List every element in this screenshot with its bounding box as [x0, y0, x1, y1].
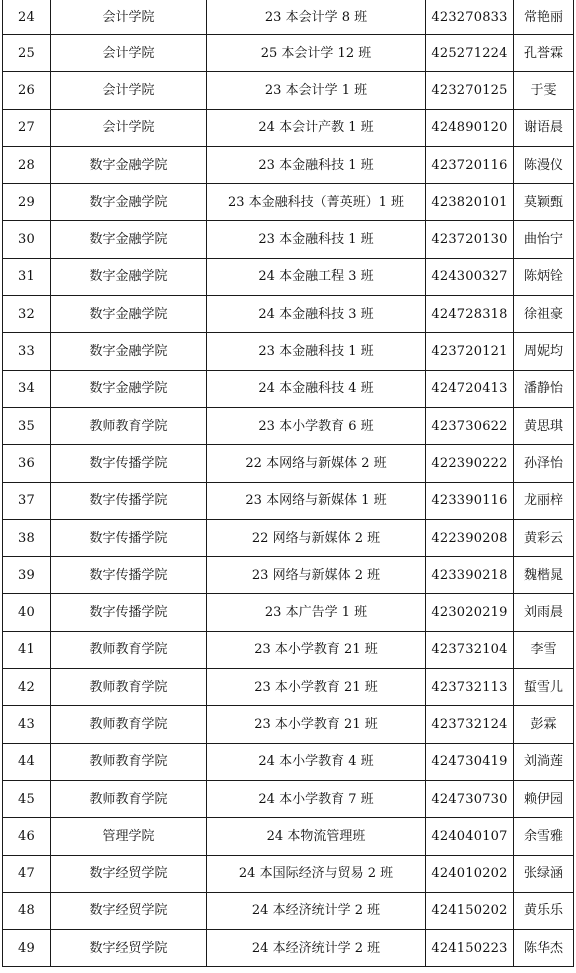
- row-number: 38: [18, 530, 35, 546]
- college-cell: [51, 594, 207, 631]
- student-name: 魏楷晁: [523, 567, 563, 583]
- student-name-cell: [514, 780, 574, 817]
- class-name: 22 网络与新媒体 2 班: [251, 530, 381, 546]
- student-id-cell: [426, 445, 514, 482]
- student-name-cell: [514, 333, 574, 370]
- college-name: 数字金融学院: [89, 157, 168, 173]
- table-row: [3, 743, 574, 780]
- student-id: 423390116: [431, 493, 508, 509]
- class-name: 22 本网络与新媒体 2 班: [245, 455, 387, 471]
- college-name: 数字经贸学院: [89, 903, 168, 919]
- row-number: 25: [18, 45, 35, 61]
- table-row: [3, 184, 574, 221]
- table-row: [3, 445, 574, 482]
- student-id-cell: [426, 333, 514, 370]
- college-cell: [51, 780, 207, 817]
- student-name-cell: [514, 631, 574, 668]
- class-name: 23 本金融科技 1 班: [258, 157, 374, 173]
- class-name: 24 本会计产教 1 班: [258, 120, 374, 136]
- row-number: 35: [18, 418, 35, 434]
- college-name: 数字传播学院: [89, 493, 168, 509]
- student-name: 张绿涵: [523, 866, 563, 882]
- student-id-cell: [426, 780, 514, 817]
- student-id: 423732104: [431, 642, 508, 658]
- student-id-cell: [426, 519, 514, 556]
- student-id-cell: [426, 258, 514, 295]
- row-number-cell: [3, 594, 51, 631]
- student-name: 常艳丽: [523, 9, 563, 25]
- college-name: 数字传播学院: [89, 455, 168, 471]
- table-row: [3, 930, 574, 967]
- class-name: 24 本国际经济与贸易 2 班: [238, 866, 394, 882]
- college-cell: [51, 407, 207, 444]
- college-cell: [51, 333, 207, 370]
- table-row: [3, 631, 574, 668]
- student-name-cell: [514, 296, 574, 333]
- class-name: 24 本金融工程 3 班: [258, 269, 374, 285]
- student-id: 423020219: [431, 605, 508, 621]
- row-number-cell: [3, 221, 51, 258]
- college-name: 教师教育学院: [89, 642, 168, 658]
- student-name: 黄思琪: [523, 418, 563, 434]
- class-cell: [207, 258, 426, 295]
- student-id-cell: [426, 631, 514, 668]
- table-row: [3, 109, 574, 146]
- class-name: 23 本广告学 1 班: [264, 605, 368, 621]
- row-number-cell: [3, 370, 51, 407]
- table-row: [3, 146, 574, 183]
- class-name: 23 本金融科技 1 班: [258, 232, 374, 248]
- student-name: 陈华杰: [523, 940, 563, 956]
- college-name: 会计学院: [102, 45, 155, 61]
- row-number: 27: [18, 120, 35, 136]
- student-name: 谢语晨: [523, 120, 563, 136]
- college-name: 数字金融学院: [89, 381, 168, 397]
- row-number: 43: [18, 716, 35, 732]
- class-name: 23 本会计学 8 班: [264, 9, 368, 25]
- student-name: 于雯: [530, 82, 557, 98]
- student-name-cell: [514, 258, 574, 295]
- student-name-cell: [514, 855, 574, 892]
- student-id-cell: [426, 482, 514, 519]
- row-number: 46: [18, 828, 35, 844]
- college-cell: [51, 631, 207, 668]
- row-number: 39: [18, 567, 35, 583]
- student-id: 423732113: [431, 679, 508, 695]
- row-number: 33: [18, 344, 35, 360]
- student-name: 刘淌莲: [523, 754, 563, 770]
- college-cell: [51, 743, 207, 780]
- row-number-cell: [3, 35, 51, 72]
- student-id-cell: [426, 296, 514, 333]
- student-id: 423270125: [431, 82, 508, 98]
- class-name: 24 本物流管理班: [266, 828, 366, 844]
- class-cell: [207, 333, 426, 370]
- student-name: 赖伊园: [523, 791, 563, 807]
- student-id: 424890120: [431, 120, 508, 136]
- college-cell: [51, 557, 207, 594]
- student-id: 424730730: [431, 791, 508, 807]
- row-number: 44: [18, 754, 35, 770]
- student-id-cell: [426, 146, 514, 183]
- class-cell: [207, 221, 426, 258]
- class-cell: [207, 482, 426, 519]
- student-id-cell: [426, 72, 514, 109]
- table-row: [3, 482, 574, 519]
- class-cell: [207, 445, 426, 482]
- class-cell: [207, 35, 426, 72]
- row-number-cell: [3, 296, 51, 333]
- table-row: [3, 855, 574, 892]
- student-id: 424150223: [431, 940, 508, 956]
- table-row: [3, 519, 574, 556]
- row-number: 26: [18, 82, 35, 98]
- college-cell: [51, 855, 207, 892]
- row-number-cell: [3, 818, 51, 855]
- student-name: 彭霖: [530, 716, 557, 732]
- student-id: 423720121: [431, 344, 508, 360]
- class-name: 24 本经济统计学 2 班: [251, 940, 381, 956]
- class-name: 23 本小学教育 6 班: [258, 418, 374, 434]
- table-row: [3, 669, 574, 706]
- student-name-cell: [514, 370, 574, 407]
- student-name: 李雪: [530, 642, 557, 658]
- college-cell: [51, 0, 207, 35]
- college-cell: [51, 818, 207, 855]
- class-cell: [207, 631, 426, 668]
- student-id: 424010202: [431, 866, 508, 882]
- table-row: [3, 407, 574, 444]
- student-name-cell: [514, 109, 574, 146]
- class-cell: [207, 818, 426, 855]
- table-row: [3, 706, 574, 743]
- student-name: 蜇雪儿: [523, 679, 563, 695]
- row-number-cell: [3, 669, 51, 706]
- college-cell: [51, 184, 207, 221]
- student-id: 423730622: [431, 418, 508, 434]
- table-row: [3, 557, 574, 594]
- row-number-cell: [3, 743, 51, 780]
- student-name: 黄彩云: [523, 530, 563, 546]
- row-number-cell: [3, 892, 51, 929]
- student-name: 陈漫仪: [523, 157, 563, 173]
- student-name: 余雪雅: [523, 828, 563, 844]
- row-number-cell: [3, 146, 51, 183]
- row-number-cell: [3, 184, 51, 221]
- class-cell: [207, 109, 426, 146]
- row-number-cell: [3, 631, 51, 668]
- student-id: 424720413: [431, 381, 508, 397]
- college-cell: [51, 221, 207, 258]
- student-id-cell: [426, 109, 514, 146]
- class-cell: [207, 743, 426, 780]
- class-cell: [207, 557, 426, 594]
- row-number-cell: [3, 109, 51, 146]
- student-name: 潘静怡: [523, 381, 563, 397]
- college-cell: [51, 482, 207, 519]
- table-row: [3, 370, 574, 407]
- row-number: 41: [18, 642, 35, 658]
- row-number: 49: [18, 940, 35, 956]
- row-number-cell: [3, 333, 51, 370]
- college-cell: [51, 930, 207, 967]
- row-number-cell: [3, 0, 51, 35]
- student-name-cell: [514, 407, 574, 444]
- student-name-cell: [514, 482, 574, 519]
- class-name: 23 本小学教育 21 班: [254, 679, 378, 695]
- student-name-cell: [514, 594, 574, 631]
- row-number: 45: [18, 791, 35, 807]
- student-id: 423820101: [431, 194, 508, 210]
- row-number: 36: [18, 455, 35, 471]
- student-id: 425271224: [431, 45, 508, 61]
- table-row: [3, 35, 574, 72]
- student-id: 424300327: [431, 269, 508, 285]
- row-number-cell: [3, 258, 51, 295]
- student-name-cell: [514, 519, 574, 556]
- college-name: 数字金融学院: [89, 306, 168, 322]
- student-name: 徐祖豪: [523, 306, 563, 322]
- row-number: 34: [18, 381, 35, 397]
- row-number: 32: [18, 306, 35, 322]
- row-number: 47: [18, 866, 35, 882]
- student-name-cell: [514, 743, 574, 780]
- student-name: 刘雨晨: [523, 605, 563, 621]
- student-name-cell: [514, 0, 574, 35]
- student-id-cell: [426, 930, 514, 967]
- table-row: [3, 594, 574, 631]
- college-cell: [51, 72, 207, 109]
- college-name: 数字金融学院: [89, 232, 168, 248]
- class-cell: [207, 892, 426, 929]
- student-id: 424730419: [431, 754, 508, 770]
- student-id-cell: [426, 594, 514, 631]
- college-cell: [51, 669, 207, 706]
- student-id: 423720116: [431, 157, 508, 173]
- roster-table-body: [3, 0, 574, 967]
- college-cell: [51, 35, 207, 72]
- college-name: 数字金融学院: [89, 269, 168, 285]
- student-name-cell: [514, 35, 574, 72]
- table-row: [3, 72, 574, 109]
- college-name: 数字经贸学院: [89, 940, 168, 956]
- student-id-cell: [426, 0, 514, 35]
- student-name: 黄乐乐: [523, 903, 563, 919]
- class-cell: [207, 780, 426, 817]
- row-number: 30: [18, 232, 35, 248]
- class-cell: [207, 370, 426, 407]
- college-name: 会计学院: [102, 120, 155, 136]
- class-cell: [207, 72, 426, 109]
- student-id: 423390218: [431, 567, 508, 583]
- student-name-cell: [514, 706, 574, 743]
- row-number: 24: [18, 9, 35, 25]
- college-cell: [51, 146, 207, 183]
- college-name: 数字传播学院: [89, 605, 168, 621]
- student-name-cell: [514, 184, 574, 221]
- student-name: 曲怡宁: [523, 232, 563, 248]
- row-number-cell: [3, 557, 51, 594]
- class-cell: [207, 930, 426, 967]
- class-name: 23 本小学教育 21 班: [254, 716, 378, 732]
- college-name: 教师教育学院: [89, 754, 168, 770]
- table-row: [3, 818, 574, 855]
- college-cell: [51, 706, 207, 743]
- class-name: 24 本小学教育 7 班: [258, 791, 374, 807]
- student-name-cell: [514, 818, 574, 855]
- student-name-cell: [514, 445, 574, 482]
- row-number-cell: [3, 72, 51, 109]
- student-id: 424040107: [431, 828, 508, 844]
- class-cell: [207, 706, 426, 743]
- row-number: 31: [18, 269, 35, 285]
- table-row: [3, 333, 574, 370]
- student-id-cell: [426, 35, 514, 72]
- class-cell: [207, 855, 426, 892]
- college-name: 数字金融学院: [89, 344, 168, 360]
- college-name: 会计学院: [102, 82, 155, 98]
- table-row: [3, 892, 574, 929]
- college-cell: [51, 519, 207, 556]
- student-id: 423732124: [431, 716, 508, 732]
- college-name: 教师教育学院: [89, 418, 168, 434]
- class-name: 23 本网络与新媒体 1 班: [245, 493, 387, 509]
- row-number: 42: [18, 679, 35, 695]
- table-row: [3, 0, 574, 35]
- college-name: 管理学院: [102, 828, 155, 844]
- student-id-cell: [426, 855, 514, 892]
- class-cell: [207, 594, 426, 631]
- college-name: 教师教育学院: [89, 716, 168, 732]
- student-id-cell: [426, 557, 514, 594]
- student-id: 423720130: [431, 232, 508, 248]
- college-name: 教师教育学院: [89, 679, 168, 695]
- student-id-cell: [426, 818, 514, 855]
- college-cell: [51, 445, 207, 482]
- college-name: 教师教育学院: [89, 791, 168, 807]
- college-name: 数字金融学院: [89, 194, 168, 210]
- student-name: 陈炳铨: [523, 269, 563, 285]
- student-name-cell: [514, 72, 574, 109]
- row-number-cell: [3, 482, 51, 519]
- class-name: 24 本金融科技 3 班: [258, 306, 374, 322]
- college-name: 数字传播学院: [89, 530, 168, 546]
- college-name: 数字经贸学院: [89, 866, 168, 882]
- student-id-cell: [426, 184, 514, 221]
- class-name: 24 本金融科技 4 班: [258, 381, 374, 397]
- table-row: [3, 296, 574, 333]
- class-cell: [207, 184, 426, 221]
- row-number-cell: [3, 519, 51, 556]
- student-id-cell: [426, 221, 514, 258]
- class-name: 24 本小学教育 4 班: [258, 754, 374, 770]
- row-number: 40: [18, 605, 35, 621]
- row-number-cell: [3, 855, 51, 892]
- student-name-cell: [514, 669, 574, 706]
- class-cell: [207, 519, 426, 556]
- student-id: 422390222: [431, 455, 508, 471]
- row-number: 48: [18, 903, 35, 919]
- row-number-cell: [3, 930, 51, 967]
- student-name-cell: [514, 557, 574, 594]
- row-number-cell: [3, 407, 51, 444]
- student-id-cell: [426, 706, 514, 743]
- student-id-cell: [426, 892, 514, 929]
- class-name: 25 本会计学 12 班: [260, 45, 372, 61]
- student-name-cell: [514, 930, 574, 967]
- student-id: 423270833: [431, 9, 508, 25]
- class-cell: [207, 0, 426, 35]
- class-name: 23 本会计学 1 班: [264, 82, 368, 98]
- student-name: 孙泽怡: [523, 455, 563, 471]
- college-cell: [51, 892, 207, 929]
- student-id: 424728318: [431, 306, 508, 322]
- class-name: 23 本金融科技（菁英班）1 班: [227, 194, 405, 210]
- student-name-cell: [514, 146, 574, 183]
- student-id: 424150202: [431, 903, 508, 919]
- class-name: 23 网络与新媒体 2 班: [251, 567, 381, 583]
- row-number: 28: [18, 157, 35, 173]
- student-name: 孔誉霖: [523, 45, 563, 61]
- row-number-cell: [3, 780, 51, 817]
- class-cell: [207, 407, 426, 444]
- college-cell: [51, 296, 207, 333]
- class-name: 24 本经济统计学 2 班: [251, 903, 381, 919]
- student-name: 莫颖甄: [523, 194, 563, 210]
- row-number: 29: [18, 194, 35, 210]
- student-id-cell: [426, 370, 514, 407]
- table-row: [3, 780, 574, 817]
- class-name: 23 本金融科技 1 班: [258, 344, 374, 360]
- class-cell: [207, 146, 426, 183]
- student-id: 422390208: [431, 530, 508, 546]
- student-name-cell: [514, 892, 574, 929]
- student-id-cell: [426, 407, 514, 444]
- row-number-cell: [3, 445, 51, 482]
- college-name: 数字传播学院: [89, 567, 168, 583]
- table-row: [3, 258, 574, 295]
- college-cell: [51, 370, 207, 407]
- row-number-cell: [3, 706, 51, 743]
- college-cell: [51, 258, 207, 295]
- student-id-cell: [426, 669, 514, 706]
- table-row: [3, 221, 574, 258]
- student-id-cell: [426, 743, 514, 780]
- student-name: 龙丽梓: [523, 493, 563, 509]
- class-cell: [207, 669, 426, 706]
- college-name: 会计学院: [102, 9, 155, 25]
- student-roster-table: [2, 0, 574, 967]
- class-name: 23 本小学教育 21 班: [254, 642, 378, 658]
- row-number: 37: [18, 493, 35, 509]
- class-cell: [207, 296, 426, 333]
- college-cell: [51, 109, 207, 146]
- student-name-cell: [514, 221, 574, 258]
- student-name: 周妮均: [523, 344, 563, 360]
